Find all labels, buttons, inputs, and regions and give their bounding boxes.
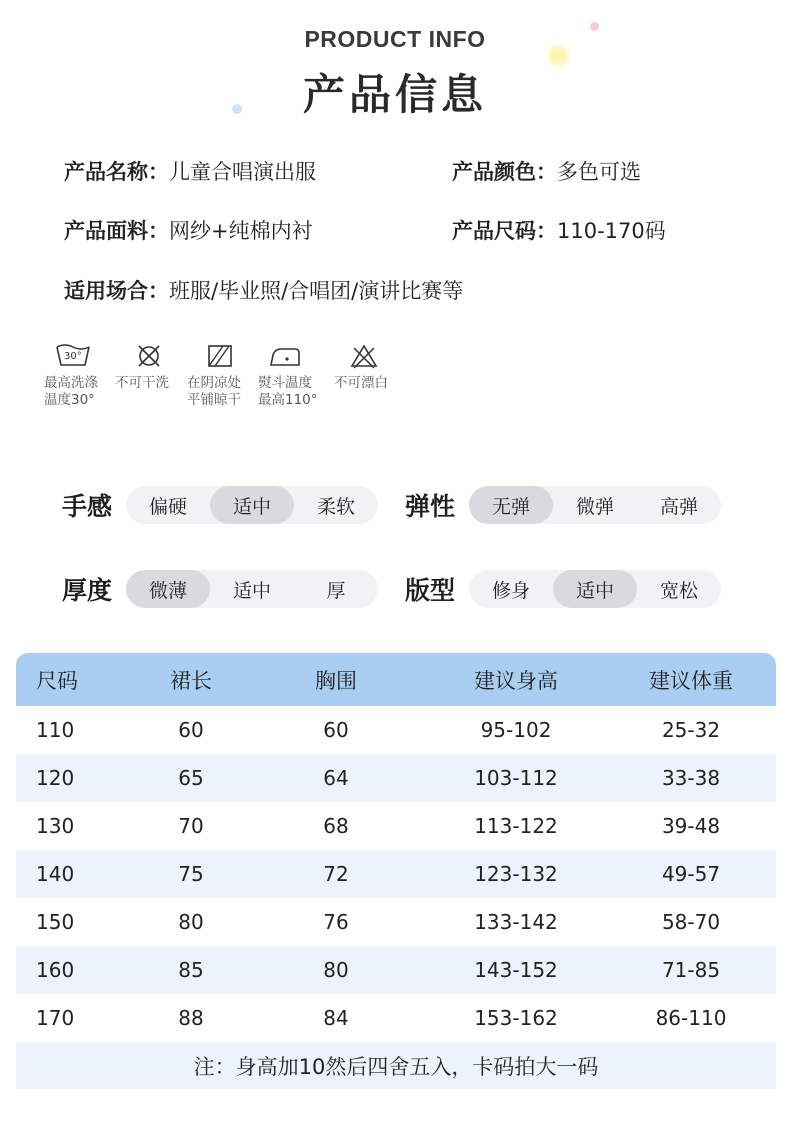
info-usage	[64, 275, 463, 305]
attr-options	[469, 570, 721, 608]
table-cell: 65	[178, 766, 204, 790]
table-cell: 150	[36, 910, 75, 934]
table-cell: 71-85	[661, 958, 721, 982]
table-cell: 140	[36, 862, 75, 886]
attr-label: 厚度	[62, 576, 113, 605]
info-value: 班服/毕业照/合唱团/演讲比赛等	[169, 279, 464, 303]
no-bleach-icon	[350, 343, 406, 369]
table-cell: 160	[36, 958, 75, 982]
table-cell: 39-48	[661, 814, 721, 838]
table-cell: 88	[178, 1006, 204, 1030]
table-cell: 103-112	[474, 766, 558, 790]
table-cell: 95-102	[480, 718, 552, 742]
attr-option: 宽松	[659, 579, 698, 602]
column-header: 裙长	[170, 668, 212, 693]
column-header: 建议体重	[649, 668, 733, 693]
table-cell: 49-57	[661, 862, 721, 886]
table-cell: 153-162	[474, 1006, 558, 1030]
wash-30-icon	[56, 343, 90, 369]
info-key: 产品颜色：	[452, 160, 557, 184]
attr-elasticity	[405, 486, 721, 524]
care-no-bleach	[334, 343, 406, 392]
size-table	[16, 653, 776, 1089]
attr-options	[126, 570, 378, 608]
attr-option: 厚	[326, 579, 346, 602]
table-cell: 133-142	[474, 910, 558, 934]
care-shade-dry-flat	[187, 343, 259, 409]
attr-label: 手感	[62, 492, 113, 521]
table-cell: 130	[36, 814, 75, 838]
table-cell: 58-70	[661, 910, 721, 934]
attr-option: 适中	[232, 579, 271, 602]
care-text: 熨斗温度 最高110°	[258, 375, 318, 408]
attr-option-selected: 微薄	[126, 570, 210, 608]
care-text: 不可干洗	[115, 375, 169, 391]
attr-options	[469, 486, 721, 524]
info-product-fabric	[64, 215, 313, 245]
table-cell: 113-122	[474, 814, 558, 838]
attr-option: 柔软	[316, 495, 355, 518]
info-key: 产品面料：	[64, 219, 169, 243]
table-row	[16, 802, 776, 850]
attr-option: 修身	[491, 579, 530, 602]
table-cell: 86-110	[655, 1006, 727, 1030]
table-cell: 64	[323, 766, 349, 790]
care-wash-30	[44, 343, 116, 409]
attr-option: 偏硬	[148, 495, 187, 518]
attr-option-selected: 适中	[210, 486, 294, 524]
info-key: 产品名称：	[64, 160, 169, 184]
table-cell: 33-38	[661, 766, 721, 790]
iron-icon	[268, 343, 330, 369]
attr-option-selected: 适中	[553, 570, 637, 608]
table-cell: 60	[178, 718, 204, 742]
info-key: 产品尺码：	[452, 219, 557, 243]
table-cell: 70	[178, 814, 204, 838]
title-chinese: 产品信息	[302, 70, 487, 119]
info-value: 110-170码	[557, 219, 666, 243]
wash-temp-label: 30°	[64, 351, 82, 362]
attr-options	[126, 486, 378, 524]
table-row	[16, 706, 776, 754]
column-header: 胸围	[315, 668, 357, 693]
shade-dry-flat-icon	[207, 343, 259, 369]
table-row	[16, 994, 776, 1042]
info-product-color	[452, 156, 641, 186]
attr-thickness	[62, 570, 378, 608]
attr-option: 微弹	[575, 495, 614, 518]
title-english: PRODUCT INFO	[304, 26, 486, 52]
attr-feel	[62, 486, 378, 524]
column-header: 尺码	[36, 668, 78, 693]
care-iron	[258, 343, 330, 409]
table-cell: 75	[178, 862, 204, 886]
attr-option-selected: 无弹	[469, 486, 553, 524]
attr-fit	[405, 570, 721, 608]
care-text: 不可漂白	[334, 375, 388, 391]
care-no-dry-clean	[115, 343, 187, 392]
table-cell: 84	[323, 1006, 349, 1030]
attr-label: 弹性	[405, 492, 456, 521]
table-cell: 120	[36, 766, 75, 790]
info-value: 多色可选	[557, 160, 641, 184]
table-cell: 85	[178, 958, 204, 982]
attr-option: 高弹	[659, 495, 698, 518]
table-row	[16, 898, 776, 946]
table-cell: 25-32	[661, 718, 721, 742]
info-value: 网纱+纯棉内衬	[169, 219, 313, 243]
table-cell: 143-152	[474, 958, 558, 982]
column-header: 建议身高	[474, 668, 558, 693]
attr-label: 版型	[405, 576, 456, 605]
size-note: 注：身高加10然后四舍五入，卡码拍大一码	[16, 1042, 776, 1089]
table-cell: 110	[36, 718, 75, 742]
table-cell: 80	[323, 958, 349, 982]
size-table-header	[16, 653, 776, 706]
info-product-size	[452, 215, 666, 245]
table-row	[16, 850, 776, 898]
info-key: 适用场合：	[64, 279, 169, 303]
care-text: 最高洗涤 温度30°	[44, 375, 98, 408]
no-dry-clean-icon	[136, 343, 187, 369]
table-cell: 68	[323, 814, 349, 838]
table-cell: 170	[36, 1006, 75, 1030]
table-cell: 80	[178, 910, 204, 934]
care-text: 在阴凉处 平铺晾干	[187, 375, 241, 408]
info-value: 儿童合唱演出服	[169, 160, 316, 184]
info-product-name	[64, 156, 316, 186]
table-cell: 123-132	[474, 862, 558, 886]
table-cell: 60	[323, 718, 349, 742]
table-row	[16, 946, 776, 994]
table-cell: 72	[323, 862, 349, 886]
table-row	[16, 754, 776, 802]
table-cell: 76	[323, 910, 349, 934]
